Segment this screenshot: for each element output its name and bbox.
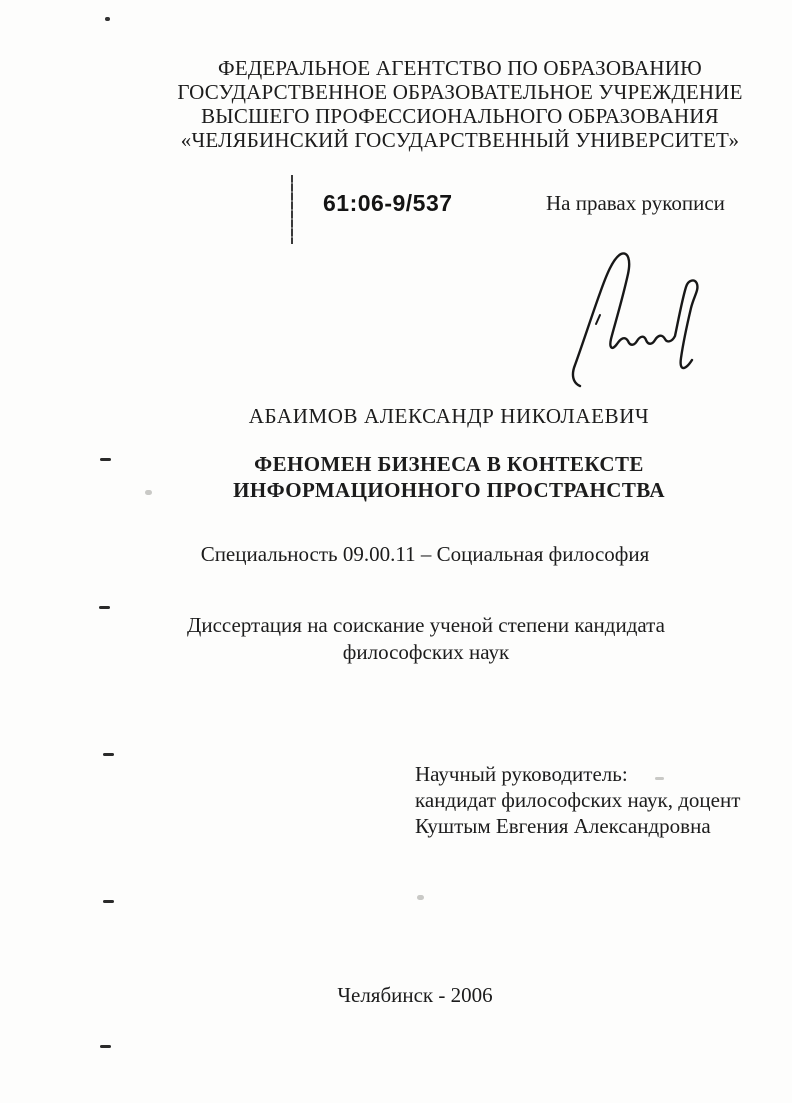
city-year-imprint: Челябинск - 2006 [337, 983, 493, 1007]
author-name: АБАИМОВ АЛЕКСАНДР НИКОЛАЕВИЧ [248, 404, 650, 428]
catalog-number: 61:06-9/537 [323, 190, 453, 216]
scan-artifact-dash-4 [103, 900, 114, 903]
dissertation-title [106, 451, 792, 503]
header-line-2: ГОСУДАРСТВЕННОЕ ОБРАЗОВАТЕЛЬНОЕ УЧРЕЖДЕНИЕ [177, 80, 743, 104]
header-line-1: ФЕДЕРАЛЬНОЕ АГЕНТСТВО ПО ОБРАЗОВАНИЮ [218, 56, 702, 80]
supervisor-degree: кандидат философских наук, доцент [415, 788, 741, 812]
degree-line-2: философских наук [342, 640, 510, 664]
header-line-4: «ЧЕЛЯБИНСКИЙ ГОСУДАРСТВЕННЫЙ УНИВЕРСИТЕТ» [180, 128, 740, 152]
scan-artifact-dash-3 [103, 753, 114, 756]
institution-header [128, 56, 792, 152]
title-line-1: ФЕНОМЕН БИЗНЕСА В КОНТЕКСТЕ [254, 452, 644, 476]
supervisor-block [415, 761, 740, 839]
scan-artifact-dash-5 [100, 1045, 111, 1048]
supervisor-name: Куштым Евгения Александровна [415, 814, 711, 838]
supervisor-label: Научный руководитель: [415, 762, 628, 786]
specialty-line: Специальность 09.00.11 – Социальная философия [200, 542, 650, 566]
stamp-vertical-rule [291, 175, 293, 244]
scan-artifact-faint-2 [417, 895, 424, 900]
title-line-2: ИНФОРМАЦИОННОГО ПРОСТРАНСТВА [233, 478, 665, 502]
scan-artifact-dash-2 [99, 606, 110, 609]
manuscript-rights-note: На правах рукописи [546, 191, 725, 215]
degree-statement [60, 612, 792, 666]
header-line-3: ВЫСШЕГО ПРОФЕССИОНАЛЬНОГО ОБРАЗОВАНИЯ [201, 104, 719, 128]
scan-artifact-speck-top [105, 17, 110, 21]
handwritten-signature-icon [560, 245, 720, 395]
degree-line-1: Диссертация на соискание ученой степени кандидата [187, 613, 665, 637]
